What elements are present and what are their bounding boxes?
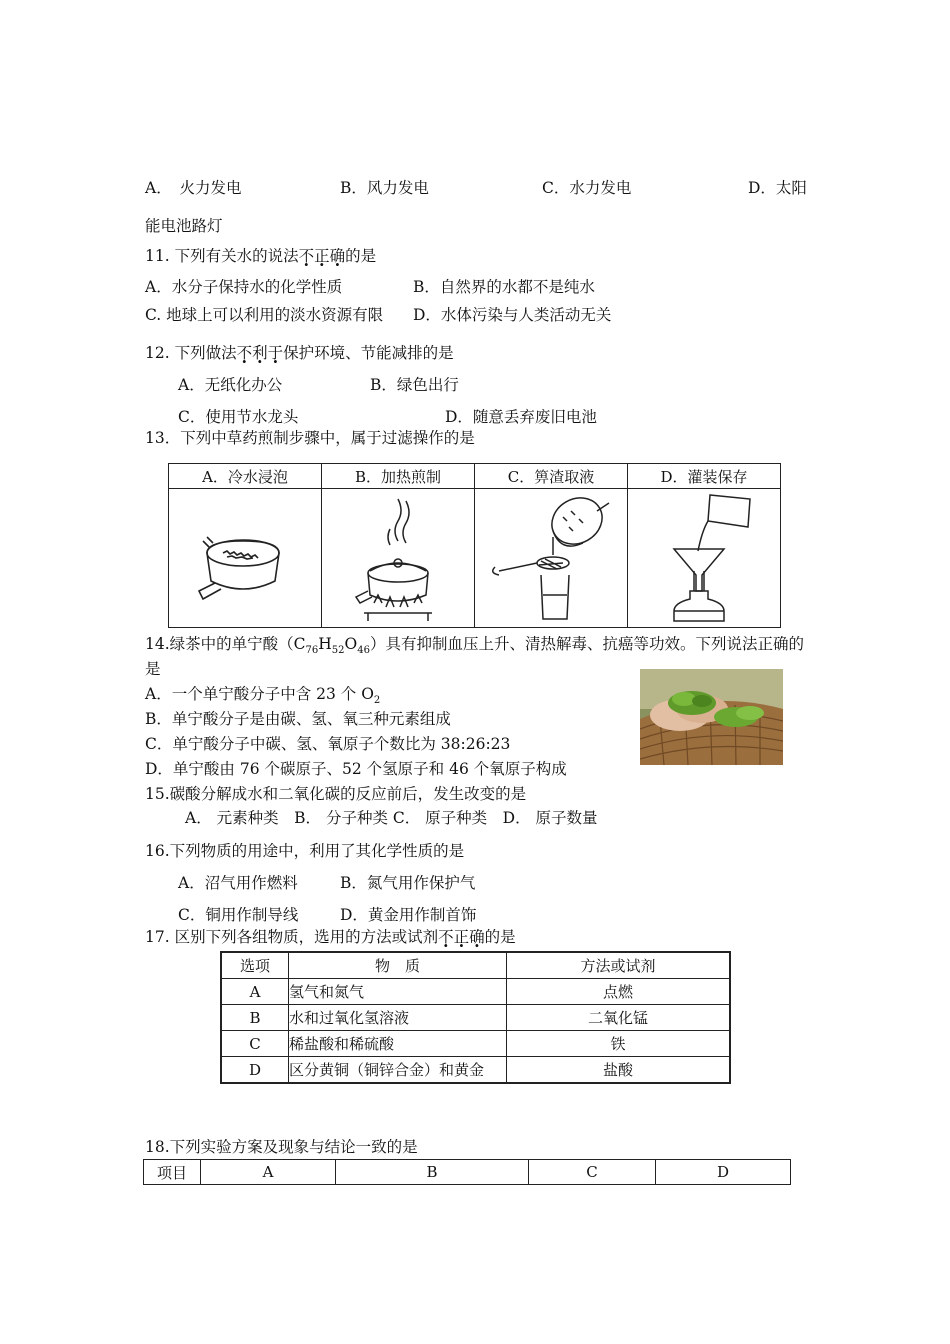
table-row [221,1031,730,1057]
q17-stem: 17. 区别下列各组物质，选用的方法或试剂不正确的是 [145,928,516,946]
q13-option-d-illustration [628,489,781,628]
table-cell: 点燃 [507,979,731,1005]
q13-option-a-illustration [169,489,322,628]
table-cell: D [221,1057,289,1084]
q13-option-b-label: B．加热煎制 [322,464,475,489]
tea-basket-icon [640,669,783,765]
table-cell: B [221,1005,289,1031]
q13-option-d-label: D．灌装保存 [628,464,781,489]
q16-option-d: D．黄金用作制首饰 [340,906,477,924]
q17-table [220,951,731,1084]
q16-option-b: B．氮气用作保护气 [340,874,476,892]
table-cell: 区分黄铜（铜锌合金）和黄金 [289,1057,507,1084]
table-row [221,979,730,1005]
q13-option-b-illustration [322,489,475,628]
table-row [221,1057,730,1084]
q11-option-d: D．水体污染与人类活动无关 [413,306,612,324]
q16-option-a: A．沼气用作燃料 [178,874,298,892]
pot-boiling-icon [338,491,458,625]
table-row [221,1005,730,1031]
q14-option-a: A．一个单宁酸分子中含 23 个 $O_2$ [145,685,381,707]
q18-header-c: C [529,1160,656,1185]
q16-stem: 16.下列物质的用途中，利用了其化学性质的是 [145,842,465,860]
q17-header-option: 选项 [221,952,289,979]
strainer-pouring-icon [481,491,621,625]
q18-header-d: D [656,1160,791,1185]
q14-stem-wrap: 是 [145,660,161,678]
q13-option-c-label: C．箅渣取液 [475,464,628,489]
table-cell: A [221,979,289,1005]
q11-stem: 11. 下列有关水的说法不正确的是 [145,247,377,265]
q17-header-method: 方法或试剂 [507,952,731,979]
table-cell: 铁 [507,1031,731,1057]
q13-stem: 13．下列中草药煎制步骤中，属于过滤操作的是 [145,429,475,447]
q14-option-c: C．单宁酸分子中碳、氢、氧原子个数比为 38:26:23 [145,735,511,753]
q16-option-c: C．铜用作制导线 [178,906,299,924]
q18-table [143,1159,791,1185]
q10-option-c: C．水力发电 [542,179,632,197]
table-cell: 水和过氧化氢溶液 [289,1005,507,1031]
q18-header-b: B [336,1160,529,1185]
q14-option-b: B．单宁酸分子是由碳、氢、氧三种元素组成 [145,710,451,728]
q13-option-c-illustration [475,489,628,628]
q12-option-d: D．随意丢弃废旧电池 [445,408,597,426]
q12-option-c: C．使用节水龙头 [178,408,299,426]
table-header-row [221,952,730,979]
q13-options-table [168,463,781,628]
table-header-row [144,1160,791,1185]
pot-soaking-icon [185,503,305,613]
q14-option-d: D．单宁酸由 76 个碳原子、52 个氢原子和 46 个氧原子构成 [145,760,567,778]
q15-stem: 15.碳酸分解成水和二氧化碳的反应前后，发生改变的是 [145,785,527,803]
q12-stem: 12. 下列做法不利于保护环境、节能减排的是 [145,344,454,362]
q14-stem: 14.绿茶中的单宁酸$(C_{76}H_{52}O_{46})$具有抑制血压上升、清热解毒、抗癌等功效。下列说法正确的 [145,635,804,657]
q18-stem: 18.下列实验方案及现象与结论一致的是 [145,1138,418,1156]
q11-option-b: B．自然界的水都不是纯水 [413,278,595,296]
table-cell: C [221,1031,289,1057]
q10-option-a: A． 火力发电 [145,179,242,197]
q12-option-a: A．无纸化办公 [178,376,283,394]
q10-option-b: B．风力发电 [340,179,429,197]
q15-options: A． 元素种类 B． 分子种类 C． 原子种类 D． 原子数量 [185,809,598,827]
table-cell: 稀盐酸和稀硫酸 [289,1031,507,1057]
table-cell: 氢气和氮气 [289,979,507,1005]
q18-header-a: A [201,1160,336,1185]
tea-leaves-photo [640,669,783,765]
table-cell: 盐酸 [507,1057,731,1084]
q12-option-b: B．绿色出行 [370,376,459,394]
q11-option-c: C. 地球上可以利用的淡水资源有限 [145,306,384,324]
q11-option-a: A．水分子保持水的化学性质 [145,278,343,296]
q10-option-d-wrap: 能电池路灯 [145,217,223,235]
table-cell: 二氧化锰 [507,1005,731,1031]
bottle-funnel-icon [644,491,764,625]
q13-option-a-label: A．冷水浸泡 [169,464,322,489]
q10-option-d: D．太阳 [748,179,807,197]
q17-header-substance: 物 质 [289,952,507,979]
q18-header-item: 项目 [144,1160,201,1185]
